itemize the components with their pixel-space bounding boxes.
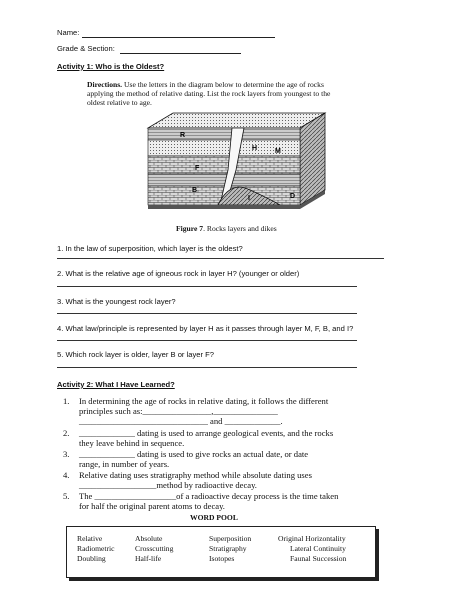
word-pool-item: Stratigraphy: [209, 544, 247, 553]
diagram-letter-b: B: [192, 187, 198, 194]
activity2-title: Activity 2: What I Have Learned?: [57, 380, 175, 389]
directions-line-1: Use the letters in the diagram below to determine the age of rocks: [124, 80, 324, 89]
word-pool-item: Superposition: [209, 534, 252, 543]
answer-line-5[interactable]: [57, 367, 357, 368]
question-5: 5. Which rock layer is older, layer B or layer F?: [57, 350, 214, 359]
item-2-number: 2.: [63, 428, 70, 438]
diagram-letter-i: I: [248, 195, 250, 202]
directions-line-2: applying the method of relative dating. List the rock layers from youngest to the: [87, 89, 331, 98]
item-1-line-3: ______________________________ and _____________.: [79, 416, 283, 426]
diagram-letter-d: D: [290, 193, 296, 200]
item-4-line-2: __________________method by radioactive decay.: [79, 480, 257, 490]
item-3-line-1: _____________ dating is used to give rocks an actual date, or date: [79, 449, 309, 459]
figure-caption-text: . Rocks layers and dikes: [203, 224, 277, 233]
answer-line-1[interactable]: [57, 258, 384, 259]
word-pool-item: Half-life: [135, 554, 162, 563]
item-2-line-2: they leave behind in sequence.: [79, 438, 185, 448]
item-1-text: [79, 396, 328, 426]
word-pool-item: Crosscutting: [135, 544, 174, 553]
word-pool-item: Isotopes: [209, 554, 235, 563]
diagram-letter-m: M: [275, 148, 281, 155]
answer-line-3[interactable]: [57, 313, 357, 314]
item-1-line-1: In determining the age of rocks in relative dating, it follows the different: [79, 396, 329, 406]
item-5-line-2: for half the original parent atoms to decay.: [79, 501, 225, 511]
name-field[interactable]: [82, 37, 275, 38]
item-1-number: 1.: [63, 396, 70, 406]
grade-section-label: Grade & Section:: [57, 44, 115, 53]
item-1-line-2: principles such as:________________,_______________: [79, 406, 278, 416]
name-label: Name:: [57, 28, 80, 37]
item-5-text: [79, 491, 338, 511]
diagram-letter-f: F: [195, 165, 200, 172]
word-pool-item: Original Horizontality: [278, 534, 346, 543]
item-5-line-1: The ___________________of a radioactive decay process is the time taken: [79, 491, 339, 501]
word-pool-item: Lateral Continuity: [290, 544, 346, 553]
directions-line-3: oldest relative to age.: [87, 98, 152, 107]
item-4-text: [79, 470, 312, 490]
grade-section-field[interactable]: [120, 53, 241, 54]
word-pool-item: Relative: [77, 534, 103, 543]
figure-label: Figure 7: [176, 224, 204, 233]
item-3-number: 3.: [63, 449, 70, 459]
word-pool-title: WORD POOL: [190, 513, 238, 522]
item-5-number: 5.: [63, 491, 70, 501]
word-pool-item: Faunal Succession: [290, 554, 347, 563]
word-pool-item: Doubling: [77, 554, 106, 563]
item-4-number: 4.: [63, 470, 70, 480]
question-4: 4. What law/principle is represented by layer H as it passes through layer M, F, B, and I?: [57, 324, 354, 333]
rock-layers-diagram: [140, 110, 340, 220]
question-1: 1. In the law of superposition, which layer is the oldest?: [57, 244, 243, 253]
question-2: 2. What is the relative age of igneous rock in layer H? (younger or older): [57, 269, 300, 278]
question-3: 3. What is the youngest rock layer?: [57, 297, 176, 306]
answer-line-2[interactable]: [57, 286, 357, 287]
answer-line-4[interactable]: [57, 340, 357, 341]
item-2-text: [79, 428, 333, 448]
diagram-letter-h: H: [252, 145, 258, 152]
item-4-line-1: Relative dating uses stratigraphy method while absolute dating uses: [79, 470, 312, 480]
directions-label: Directions.: [87, 80, 123, 89]
word-pool-item: Absolute: [135, 534, 163, 543]
directions-block: [87, 80, 330, 107]
word-pool-item: Radiometric: [77, 544, 115, 553]
figure-caption: [176, 224, 277, 233]
item-3-text: [79, 449, 308, 469]
item-3-line-2: range, in number of years.: [79, 459, 170, 469]
activity1-title: Activity 1: Who is the Oldest?: [57, 62, 165, 71]
item-2-line-1: _____________ dating is used to arrange geological events, and the rocks: [79, 428, 334, 438]
diagram-letter-r: R: [180, 132, 186, 139]
